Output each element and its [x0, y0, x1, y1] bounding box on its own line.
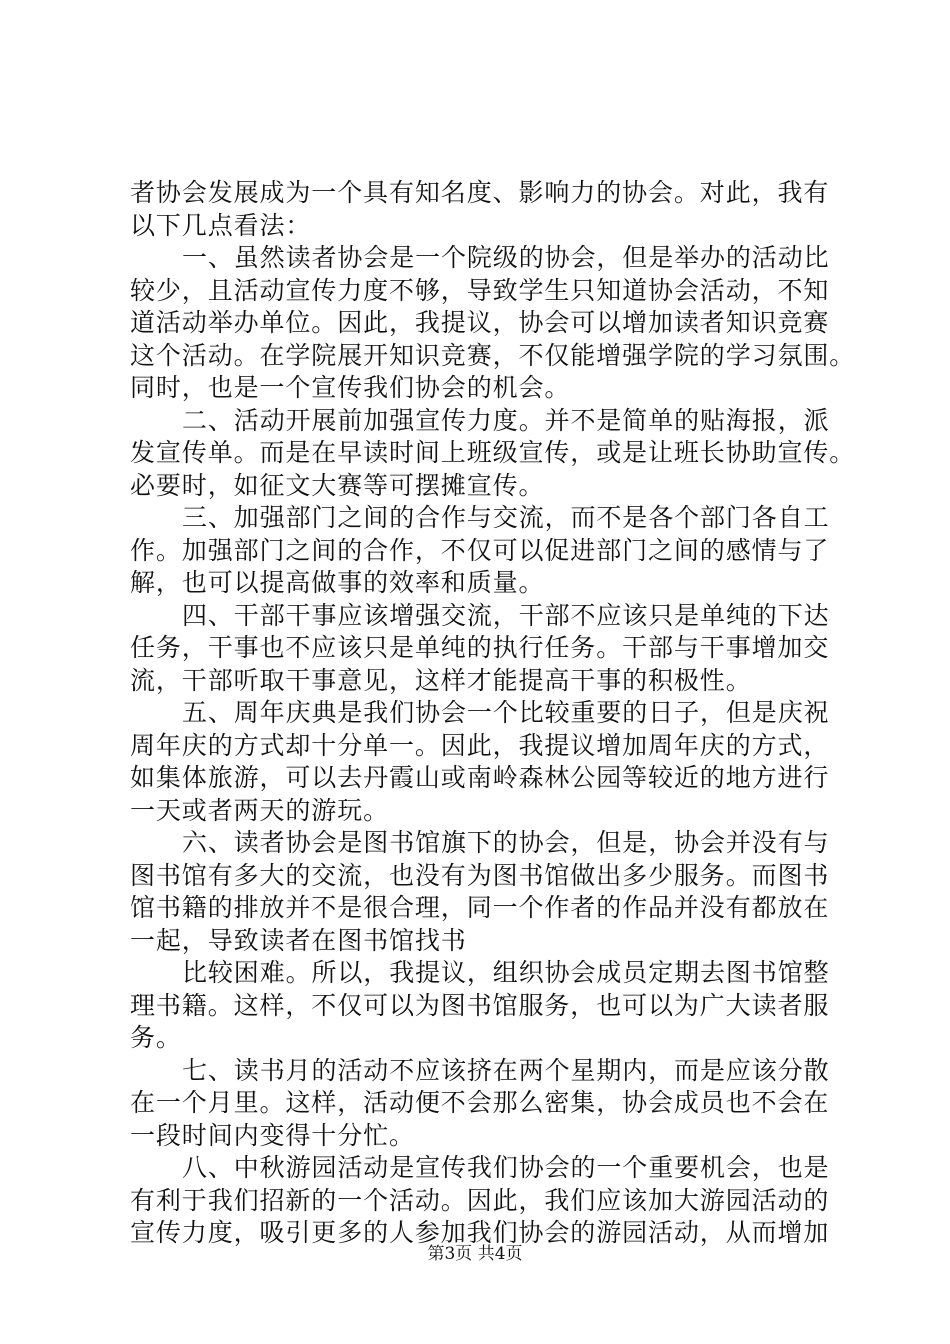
- text-line: 五、周年庆典是我们协会一个比较重要的日子，但是庆祝: [182, 698, 830, 727]
- text-line: 必要时，如征文大赛等可摆摊宣传。: [130, 470, 545, 500]
- document-body: [130, 177, 856, 1250]
- text-line: 流，干部听取干事意见，这样才能提高干事的积极性。: [130, 665, 752, 695]
- text-line: 作。加强部门之间的合作，不仅可以促进部门之间的感情与了: [130, 535, 830, 565]
- text-line: 六、读者协会是图书馆旗下的协会，但是，协会并没有与: [182, 828, 830, 857]
- text-line: 图书馆有多大的交流，也没有为图书馆做出多少服务。而图书: [130, 860, 830, 890]
- text-line: 以下几点看法：: [130, 210, 312, 240]
- text-line: 同时，也是一个宣传我们协会的机会。: [130, 373, 571, 402]
- text-line: 一天或者两天的游玩。: [130, 795, 390, 825]
- text-line: 一起，导致读者在图书馆找书: [130, 925, 467, 955]
- text-line: 者协会发展成为一个具有知名度、影响力的协会。对此，我有: [130, 178, 830, 207]
- text-line: 八、中秋游园活动是宣传我们协会的一个重要机会，也是: [182, 1153, 830, 1182]
- text-line: 馆书籍的排放并不是很合理，同一个作者的作品并没有都放在: [130, 893, 830, 922]
- text-line: 有利于我们招新的一个活动。因此，我们应该加大游园活动的: [130, 1185, 830, 1215]
- text-line: 解，也可以提高做事的效率和质量。: [130, 568, 545, 597]
- text-line: 比较困难。所以，我提议，组织协会成员定期去图书馆整: [182, 958, 830, 987]
- text-line: 宣传力度，吸引更多的人参加我们协会的游园活动，从而增加: [130, 1218, 830, 1247]
- text-line: 三、加强部门之间的合作与交流，而不是各个部门各自工: [182, 503, 830, 532]
- text-line: 二、活动开展前加强宣传力度。并不是简单的贴海报，派: [182, 405, 830, 435]
- text-line: 道活动举办单位。因此，我提议，协会可以增加读者知识竞赛: [130, 308, 830, 337]
- text-line: 理书籍。这样，不仅可以为图书馆服务，也可以为广大读者服: [130, 990, 830, 1020]
- text-line: 这个活动。在学院展开知识竞赛，不仅能增强学院的学习氛围。: [130, 340, 856, 370]
- text-line: 一、虽然读者协会是一个院级的协会，但是举办的活动比: [182, 243, 830, 272]
- text-line: 在一个月里。这样，活动便不会那么密集，协会成员也不会在: [130, 1088, 830, 1117]
- text-line: 如集体旅游，可以去丹霞山或南岭森林公园等较近的地方进行: [130, 763, 830, 792]
- text-line: 七、读书月的活动不应该挤在两个星期内，而是应该分散: [182, 1055, 830, 1085]
- text-line: 发宣传单。而是在早读时间上班级宣传，或是让班长协助宣传。: [130, 438, 856, 467]
- text-line: 任务，干事也不应该只是单纯的执行任务。干部与干事增加交: [130, 633, 830, 662]
- text-line: 四、干部干事应该增强交流，干部不应该只是单纯的下达: [182, 600, 830, 630]
- text-line: 务。: [130, 1023, 182, 1052]
- text-line: 较少，且活动宣传力度不够，导致学生只知道协会活动，不知: [130, 275, 830, 305]
- text-line: 一段时间内变得十分忙。: [130, 1120, 415, 1150]
- page-footer: 第3页 共4页: [427, 1244, 523, 1264]
- text-line: 周年庆的方式却十分单一。因此，我提议增加周年庆的方式，: [130, 730, 830, 760]
